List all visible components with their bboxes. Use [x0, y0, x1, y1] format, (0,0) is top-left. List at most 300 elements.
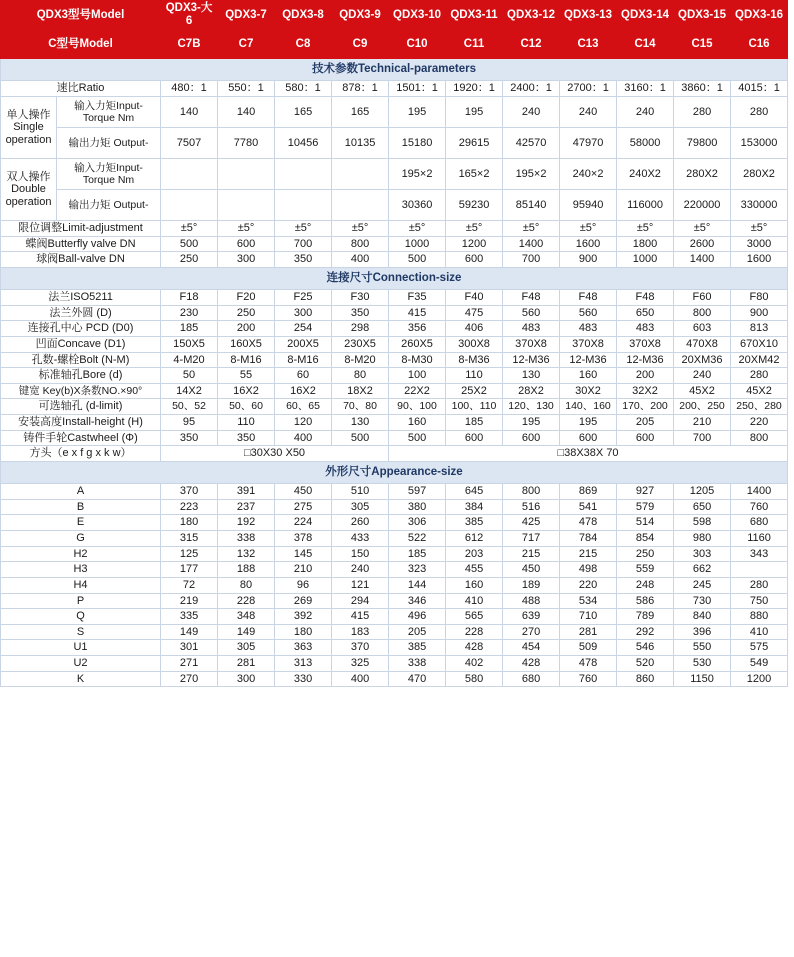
section-connection-label: 连接尺寸Connection-size	[1, 268, 788, 290]
ratio-5: 1920：1	[446, 81, 503, 97]
U1-0: 301	[161, 640, 218, 656]
P-2: 269	[275, 593, 332, 609]
G-2: 378	[275, 530, 332, 546]
H2-9: 303	[674, 546, 731, 562]
ball-5: 600	[446, 252, 503, 268]
pcd-4: 356	[389, 321, 446, 337]
double-input-9: 280X2	[674, 159, 731, 190]
row-single-input	[1, 97, 794, 128]
label-bolt: 孔数-螺栓Bolt (N-M)	[1, 352, 161, 368]
H3-1: 188	[218, 562, 275, 578]
A-4: 597	[389, 484, 446, 500]
header-model-7: QDX3-13	[560, 1, 617, 30]
G-1: 338	[218, 530, 275, 546]
concave-8: 370X8	[617, 336, 674, 352]
header-row-cmodel	[1, 30, 794, 59]
S-2: 180	[275, 624, 332, 640]
ratio-0: 480：1	[161, 81, 218, 97]
ratio-9: 3860：1	[674, 81, 731, 97]
label-ball-valve: 球阀Ball-valve DN	[1, 252, 161, 268]
E-7: 478	[560, 515, 617, 531]
flange-iso-10: F80	[731, 290, 788, 306]
single-output-3: 10135	[332, 128, 389, 159]
P-9: 730	[674, 593, 731, 609]
H4-10: 280	[731, 577, 788, 593]
E-4: 306	[389, 515, 446, 531]
row-concave	[1, 336, 794, 352]
label-output-torque: 输出力矩 Output-	[57, 128, 161, 159]
row-H4	[1, 577, 794, 593]
limit-9: ±5°	[674, 221, 731, 237]
label-P: P	[1, 593, 161, 609]
key-4: 22X2	[389, 383, 446, 399]
single-output-2: 10456	[275, 128, 332, 159]
B-5: 384	[446, 499, 503, 515]
U2-10: 549	[731, 656, 788, 672]
ratio-10: 4015：1	[731, 81, 788, 97]
row-flange-outer	[1, 305, 794, 321]
install-1: 110	[218, 415, 275, 431]
row-bolt	[1, 352, 794, 368]
G-3: 433	[332, 530, 389, 546]
pcd-5: 406	[446, 321, 503, 337]
row-H2	[1, 546, 794, 562]
castwheel-1: 350	[218, 430, 275, 446]
install-2: 120	[275, 415, 332, 431]
B-8: 579	[617, 499, 674, 515]
single-input-7: 240	[560, 97, 617, 128]
A-9: 1205	[674, 484, 731, 500]
header-model-3: QDX3-9	[332, 1, 389, 30]
H3-10	[731, 562, 788, 578]
concave-2: 200X5	[275, 336, 332, 352]
E-3: 260	[332, 515, 389, 531]
Q-2: 392	[275, 609, 332, 625]
pcd-10: 813	[731, 321, 788, 337]
concave-6: 370X8	[503, 336, 560, 352]
B-0: 223	[161, 499, 218, 515]
label-install-height: 安装高度Install-height (H)	[1, 415, 161, 431]
single-input-9: 280	[674, 97, 731, 128]
concave-5: 300X8	[446, 336, 503, 352]
H4-8: 248	[617, 577, 674, 593]
H3-6: 450	[503, 562, 560, 578]
H4-5: 160	[446, 577, 503, 593]
Q-6: 639	[503, 609, 560, 625]
row-install-height	[1, 415, 794, 431]
row-U1	[1, 640, 794, 656]
row-ball-valve	[1, 252, 794, 268]
install-9: 210	[674, 415, 731, 431]
P-8: 586	[617, 593, 674, 609]
H2-8: 250	[617, 546, 674, 562]
install-6: 195	[503, 415, 560, 431]
H3-7: 498	[560, 562, 617, 578]
install-8: 205	[617, 415, 674, 431]
label-bore: 标准轴孔Bore (d)	[1, 368, 161, 384]
dlimit-3: 70、80	[332, 399, 389, 415]
K-4: 470	[389, 671, 446, 687]
ball-6: 700	[503, 252, 560, 268]
S-9: 396	[674, 624, 731, 640]
castwheel-7: 600	[560, 430, 617, 446]
header-cmodel-10: C16	[731, 30, 788, 59]
P-4: 346	[389, 593, 446, 609]
H3-8: 559	[617, 562, 674, 578]
H4-2: 96	[275, 577, 332, 593]
header-model-6: QDX3-12	[503, 1, 560, 30]
section-technical-label: 技术参数Technical-parameters	[1, 59, 788, 81]
E-10: 680	[731, 515, 788, 531]
row-E	[1, 515, 794, 531]
ball-1: 300	[218, 252, 275, 268]
row-square-head	[1, 446, 794, 462]
header-model-10: QDX3-16	[731, 1, 788, 30]
install-10: 220	[731, 415, 788, 431]
single-output-10: 153000	[731, 128, 788, 159]
ball-10: 1600	[731, 252, 788, 268]
Q-5: 565	[446, 609, 503, 625]
bolt-0: 4-M20	[161, 352, 218, 368]
double-output-4: 30360	[389, 190, 446, 221]
concave-3: 230X5	[332, 336, 389, 352]
P-3: 294	[332, 593, 389, 609]
flange-iso-3: F30	[332, 290, 389, 306]
header-cmodel-6: C12	[503, 30, 560, 59]
key-0: 14X2	[161, 383, 218, 399]
pcd-7: 483	[560, 321, 617, 337]
A-7: 869	[560, 484, 617, 500]
label-flange-outer: 法兰外圆 (D)	[1, 305, 161, 321]
single-input-0: 140	[161, 97, 218, 128]
U1-6: 454	[503, 640, 560, 656]
S-6: 270	[503, 624, 560, 640]
H2-3: 150	[332, 546, 389, 562]
dlimit-5: 100、110	[446, 399, 503, 415]
section-appearance-label: 外形尺寸Appearance-size	[1, 462, 788, 484]
flange-d-9: 800	[674, 305, 731, 321]
key-5: 25X2	[446, 383, 503, 399]
limit-1: ±5°	[218, 221, 275, 237]
label-input-torque: 输入力矩Input-Torque Nm	[57, 97, 161, 128]
double-input-8: 240X2	[617, 159, 674, 190]
pcd-0: 185	[161, 321, 218, 337]
flange-d-0: 230	[161, 305, 218, 321]
A-0: 370	[161, 484, 218, 500]
ball-9: 1400	[674, 252, 731, 268]
B-6: 516	[503, 499, 560, 515]
pcd-9: 603	[674, 321, 731, 337]
H4-6: 189	[503, 577, 560, 593]
H3-9: 662	[674, 562, 731, 578]
concave-4: 260X5	[389, 336, 446, 352]
label-U1: U1	[1, 640, 161, 656]
K-0: 270	[161, 671, 218, 687]
dlimit-10: 250、280	[731, 399, 788, 415]
castwheel-6: 600	[503, 430, 560, 446]
label-Q: Q	[1, 609, 161, 625]
bolt-9: 20XM36	[674, 352, 731, 368]
K-7: 760	[560, 671, 617, 687]
bolt-7: 12-M36	[560, 352, 617, 368]
double-output-1	[218, 190, 275, 221]
castwheel-8: 600	[617, 430, 674, 446]
U1-9: 550	[674, 640, 731, 656]
U2-1: 281	[218, 656, 275, 672]
H3-3: 240	[332, 562, 389, 578]
install-5: 185	[446, 415, 503, 431]
G-10: 1160	[731, 530, 788, 546]
bore-4: 100	[389, 368, 446, 384]
pcd-8: 483	[617, 321, 674, 337]
double-input-10: 280X2	[731, 159, 788, 190]
row-single-output	[1, 128, 794, 159]
K-8: 860	[617, 671, 674, 687]
pcd-6: 483	[503, 321, 560, 337]
label-butterfly-valve: 蝶阀Butterfly valve DN	[1, 236, 161, 252]
U2-2: 313	[275, 656, 332, 672]
row-limit-adjustment	[1, 221, 794, 237]
ratio-1: 550：1	[218, 81, 275, 97]
K-2: 330	[275, 671, 332, 687]
S-3: 183	[332, 624, 389, 640]
ratio-4: 1501：1	[389, 81, 446, 97]
label-limit-adjustment: 限位调整Limit-adjustment	[1, 221, 161, 237]
row-Q	[1, 609, 794, 625]
K-5: 580	[446, 671, 503, 687]
S-10: 410	[731, 624, 788, 640]
Q-7: 710	[560, 609, 617, 625]
concave-9: 470X8	[674, 336, 731, 352]
Q-3: 415	[332, 609, 389, 625]
limit-6: ±5°	[503, 221, 560, 237]
K-6: 680	[503, 671, 560, 687]
U2-5: 402	[446, 656, 503, 672]
row-H3	[1, 562, 794, 578]
header-cmodel-9: C15	[674, 30, 731, 59]
label-A: A	[1, 484, 161, 500]
limit-3: ±5°	[332, 221, 389, 237]
Q-1: 348	[218, 609, 275, 625]
row-double-input	[1, 159, 794, 190]
castwheel-4: 500	[389, 430, 446, 446]
B-3: 305	[332, 499, 389, 515]
bore-5: 110	[446, 368, 503, 384]
U1-2: 363	[275, 640, 332, 656]
H4-4: 144	[389, 577, 446, 593]
label-B: B	[1, 499, 161, 515]
ball-2: 350	[275, 252, 332, 268]
H4-7: 220	[560, 577, 617, 593]
E-5: 385	[446, 515, 503, 531]
dlimit-7: 140、160	[560, 399, 617, 415]
row-U2	[1, 656, 794, 672]
Q-4: 496	[389, 609, 446, 625]
single-input-3: 165	[332, 97, 389, 128]
pcd-2: 254	[275, 321, 332, 337]
key-1: 16X2	[218, 383, 275, 399]
double-input-5: 165×2	[446, 159, 503, 190]
butterfly-7: 1600	[560, 236, 617, 252]
label-E: E	[1, 515, 161, 531]
key-7: 30X2	[560, 383, 617, 399]
double-output-0	[161, 190, 218, 221]
label-flange-iso: 法兰ISO5211	[1, 290, 161, 306]
dlimit-0: 50、52	[161, 399, 218, 415]
bore-3: 80	[332, 368, 389, 384]
double-input-6: 195×2	[503, 159, 560, 190]
bore-8: 200	[617, 368, 674, 384]
Q-0: 335	[161, 609, 218, 625]
castwheel-9: 700	[674, 430, 731, 446]
header-model-2: QDX3-8	[275, 1, 332, 30]
key-8: 32X2	[617, 383, 674, 399]
row-pcd	[1, 321, 794, 337]
limit-4: ±5°	[389, 221, 446, 237]
H2-1: 132	[218, 546, 275, 562]
row-ratio	[1, 81, 794, 97]
flange-iso-4: F35	[389, 290, 446, 306]
header-cmodel-1: C7	[218, 30, 275, 59]
limit-7: ±5°	[560, 221, 617, 237]
flange-iso-9: F60	[674, 290, 731, 306]
row-B	[1, 499, 794, 515]
Q-9: 840	[674, 609, 731, 625]
double-output-8: 116000	[617, 190, 674, 221]
key-3: 18X2	[332, 383, 389, 399]
key-2: 16X2	[275, 383, 332, 399]
header-model-label: QDX3型号Model	[1, 1, 161, 30]
U2-0: 271	[161, 656, 218, 672]
flange-iso-0: F18	[161, 290, 218, 306]
dlimit-1: 50、60	[218, 399, 275, 415]
bolt-1: 8-M16	[218, 352, 275, 368]
G-6: 717	[503, 530, 560, 546]
concave-7: 370X8	[560, 336, 617, 352]
ratio-8: 3160：1	[617, 81, 674, 97]
row-castwheel	[1, 430, 794, 446]
castwheel-5: 600	[446, 430, 503, 446]
P-6: 488	[503, 593, 560, 609]
S-8: 292	[617, 624, 674, 640]
single-output-9: 79800	[674, 128, 731, 159]
bolt-6: 12-M36	[503, 352, 560, 368]
E-2: 224	[275, 515, 332, 531]
U1-7: 509	[560, 640, 617, 656]
butterfly-4: 1000	[389, 236, 446, 252]
limit-0: ±5°	[161, 221, 218, 237]
H2-2: 145	[275, 546, 332, 562]
section-row-technical	[1, 59, 794, 81]
B-10: 760	[731, 499, 788, 515]
label-square-head: 方头（e x f g x k w）	[1, 446, 161, 462]
bore-2: 60	[275, 368, 332, 384]
H2-4: 185	[389, 546, 446, 562]
butterfly-0: 500	[161, 236, 218, 252]
flange-d-5: 475	[446, 305, 503, 321]
castwheel-10: 800	[731, 430, 788, 446]
row-G	[1, 530, 794, 546]
U2-8: 520	[617, 656, 674, 672]
H2-6: 215	[503, 546, 560, 562]
U2-3: 325	[332, 656, 389, 672]
butterfly-3: 800	[332, 236, 389, 252]
ball-7: 900	[560, 252, 617, 268]
header-model-9: QDX3-15	[674, 1, 731, 30]
row-d-limit	[1, 399, 794, 415]
S-5: 228	[446, 624, 503, 640]
H3-0: 177	[161, 562, 218, 578]
single-output-0: 7507	[161, 128, 218, 159]
row-K	[1, 671, 794, 687]
H3-4: 323	[389, 562, 446, 578]
row-double-output	[1, 190, 794, 221]
header-model-0: QDX3-大6	[161, 1, 218, 30]
install-0: 95	[161, 415, 218, 431]
single-output-7: 47970	[560, 128, 617, 159]
double-input-1	[218, 159, 275, 190]
ratio-6: 2400：1	[503, 81, 560, 97]
double-output-2	[275, 190, 332, 221]
bore-10: 280	[731, 368, 788, 384]
label-H3: H3	[1, 562, 161, 578]
label-castwheel: 铸件手轮Castwheel (Φ)	[1, 430, 161, 446]
bolt-3: 8-M20	[332, 352, 389, 368]
square-right: □38X38X 70	[389, 446, 788, 462]
H2-10: 343	[731, 546, 788, 562]
flange-d-1: 250	[218, 305, 275, 321]
K-9: 1150	[674, 671, 731, 687]
dlimit-8: 170、200	[617, 399, 674, 415]
U2-9: 530	[674, 656, 731, 672]
concave-10: 670X10	[731, 336, 788, 352]
K-10: 1200	[731, 671, 788, 687]
S-7: 281	[560, 624, 617, 640]
castwheel-0: 350	[161, 430, 218, 446]
B-7: 541	[560, 499, 617, 515]
single-output-4: 15180	[389, 128, 446, 159]
double-input-7: 240×2	[560, 159, 617, 190]
B-4: 380	[389, 499, 446, 515]
A-5: 645	[446, 484, 503, 500]
ball-8: 1000	[617, 252, 674, 268]
row-P	[1, 593, 794, 609]
single-input-1: 140	[218, 97, 275, 128]
flange-iso-8: F48	[617, 290, 674, 306]
header-cmodel-8: C14	[617, 30, 674, 59]
E-6: 425	[503, 515, 560, 531]
butterfly-8: 1800	[617, 236, 674, 252]
single-input-4: 195	[389, 97, 446, 128]
A-3: 510	[332, 484, 389, 500]
header-cmodel-label: C型号Model	[1, 30, 161, 59]
row-S	[1, 624, 794, 640]
K-3: 400	[332, 671, 389, 687]
double-input-2	[275, 159, 332, 190]
dlimit-4: 90、100	[389, 399, 446, 415]
H3-5: 455	[446, 562, 503, 578]
H2-5: 203	[446, 546, 503, 562]
double-output-7: 95940	[560, 190, 617, 221]
bolt-5: 8-M36	[446, 352, 503, 368]
install-3: 130	[332, 415, 389, 431]
ball-4: 500	[389, 252, 446, 268]
double-input-0	[161, 159, 218, 190]
G-0: 315	[161, 530, 218, 546]
header-cmodel-0: C7B	[161, 30, 218, 59]
U1-4: 385	[389, 640, 446, 656]
castwheel-3: 500	[332, 430, 389, 446]
